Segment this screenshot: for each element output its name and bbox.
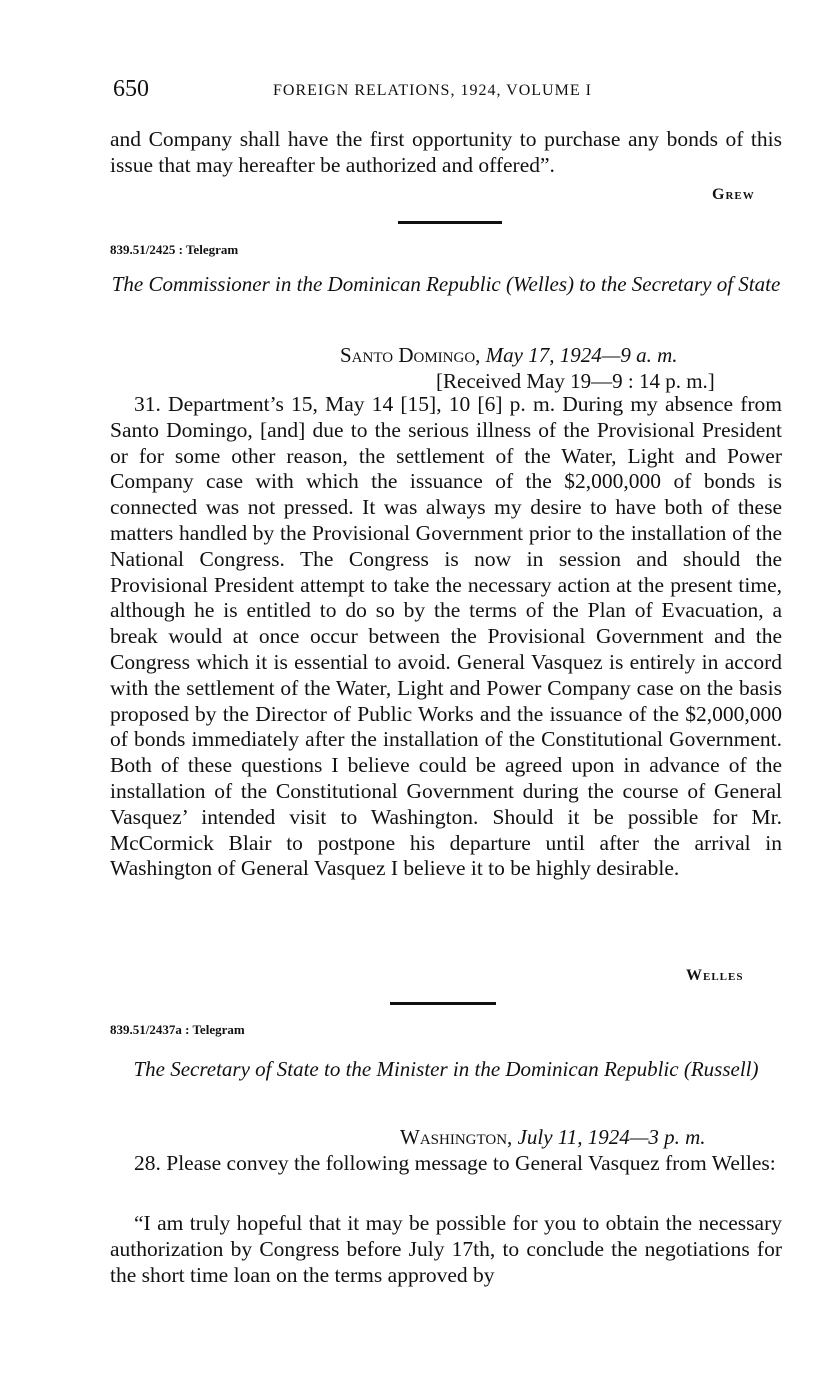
dateline-place: Santo Domingo, (340, 343, 481, 367)
signature-grew: Grew (712, 186, 755, 203)
dateline (340, 343, 678, 368)
dateline-date: July 11, 1924—3 p. m. (517, 1125, 706, 1149)
dateline-date: May 17, 1924—9 a. m. (485, 343, 678, 367)
document-title: The Commissioner in the Dominican Republic (Welles) to the Secretary of State (111, 272, 781, 296)
page-number: 650 (113, 76, 149, 102)
dateline (400, 1125, 706, 1150)
section-divider (390, 1002, 496, 1005)
page-header (113, 76, 773, 106)
document-title: The Secretary of State to the Minister in the Dominican Republic (Russell) (133, 1057, 759, 1081)
received-note: [Received May 19—9 : 14 p. m.] (436, 369, 715, 393)
telegram-body: 31. Department’s 15, May 14 [15], 10 [6] p. m. During my absence from Santo Domingo, [and] due to the serious illness of the Provisional President or for some other reason, the settlement of the Water, Light and Power Company case with which the issuance of the $2,000,000 of bonds is connected was not pressed. It was always my desire to have both of these matters handled by the Provisional Government prior to the installation of the National Congress. The Congress is now in session and should the Provisional President attempt to take the necessary action at the present time, although he is entitled to do so by the terms of the Plan of Evacuation, a break would at once occur between the Provisional Government and the Congress which it is essential to avoid. General Vasquez is entirely in accord with the settlement of the Water, Light and Power Company case on the basis proposed by the Director of Public Works and the issuance of the $2,000,000 of bonds immediately after the installation of the Constitutional Government. Both of these questions I believe could be agreed upon in advance of the installation of the Constitutional Government during the course of General Vasquez’ intended visit to Washington. Should it be possible for Mr. McCormick Blair to postpone his departure until after the arrival in Washington of General Vasquez I believe it to be highly desirable. (110, 392, 782, 881)
quoted-message: “I am truly hopeful that it may be possible for you to obtain the necessary authorization by Congress before July 17th, to conclude the negotiations for the short time loan on the terms approved by (110, 1211, 782, 1287)
continuation-paragraph: and Company shall have the first opportunity to purchase any bonds of this issue that may hereafter be authorized and offered”. (110, 127, 782, 177)
telegram-body: 28. Please convey the following message to General Vasquez from Welles: (134, 1151, 776, 1175)
section-divider (398, 221, 502, 224)
document-reference: 839.51/2437a : Telegram (110, 1022, 245, 1037)
document-reference: 839.51/2425 : Telegram (110, 242, 239, 257)
signature-welles: Welles (686, 967, 744, 984)
dateline-place: Washington, (400, 1125, 513, 1149)
running-head: FOREIGN RELATIONS, 1924, VOLUME I (273, 82, 592, 99)
